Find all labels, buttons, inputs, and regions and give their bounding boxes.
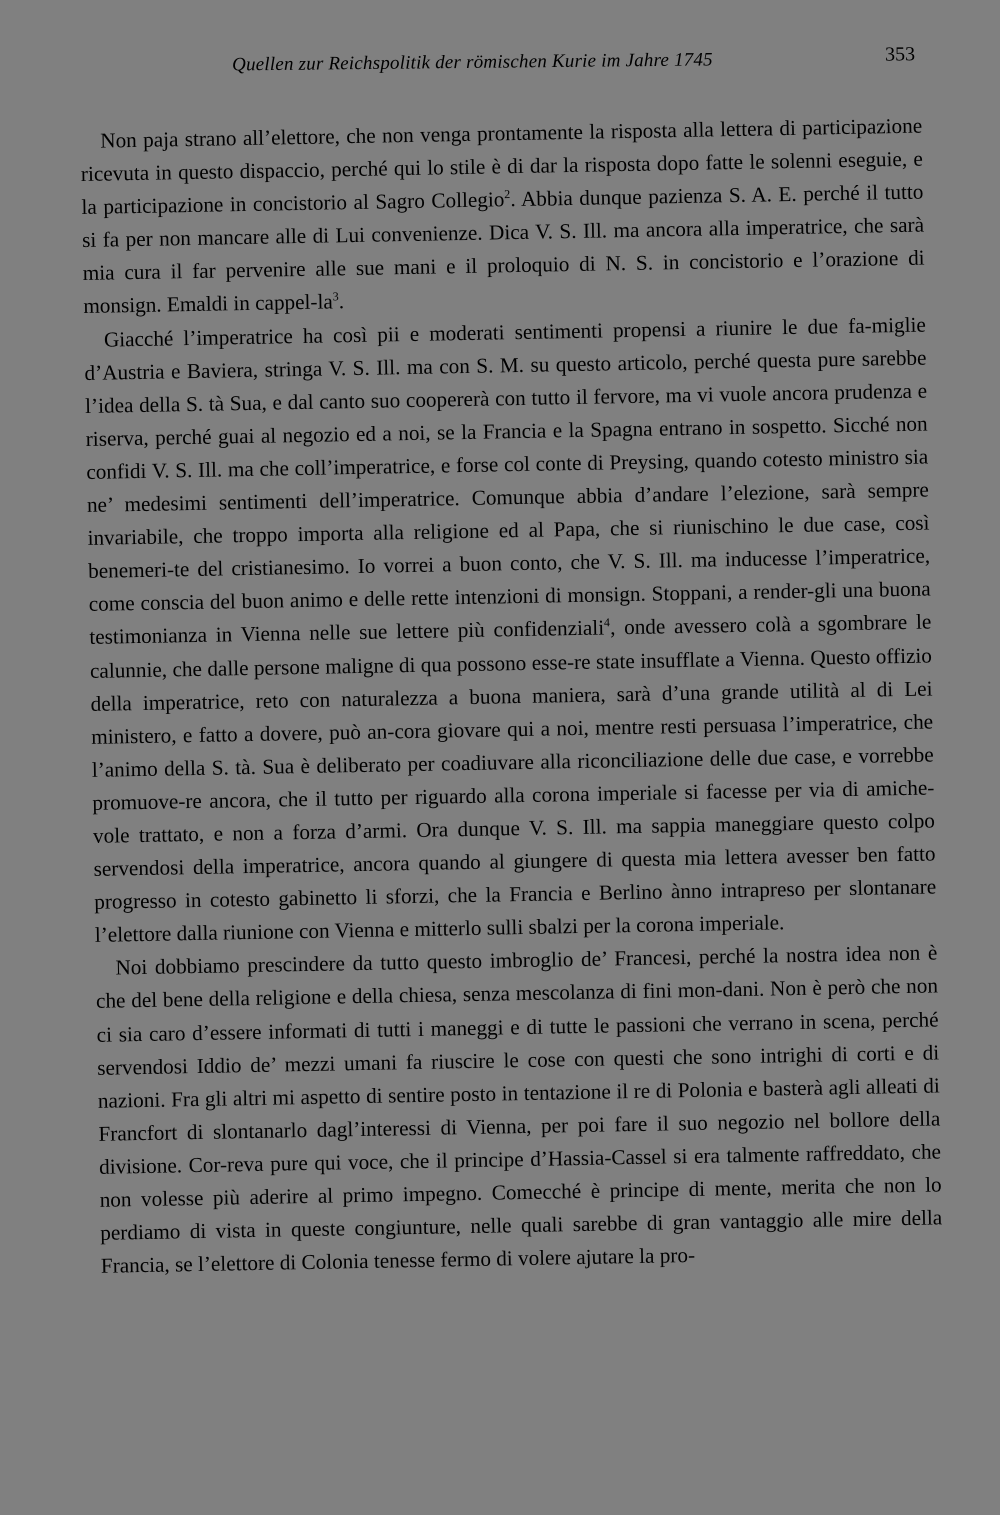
paragraph-text: . — [338, 289, 345, 314]
paragraph-text: Noi dobbiamo prescindere da tutto questo imbroglio de’ Francesi, perché la nostra idea non è che del bene della religione e della chiesa, senza mescolanza di fini mon-dani. Non è però che non ci sia caro d’essere informati di tutti i maneggi e di tutte le passioni che verrano in scena, perché servendosi Iddio de’ mezzi umani fa riuscire le cose con questi che sono intrighi di corti e di nazioni. Fra gli altri mi aspetto di sentire posto in tentazione il re di Polonia e basterà agli alleati di Francfort di slontanarlo dagl’interessi di Vienna, per poi fare il suo negozio nel bollore della divisione. Cor-reva pure qui voce, che il principe d’Hassia-Cassel si era talmente raffreddato, che non volesse più aderire al primo impegno. Comecché è principe di mente, merita che non lo perdiamo di vista in queste congiunture, nelle quali sarebbe di gran vantaggio alle mire della Francia, se l’elettore di Colonia tenesse fermo di volere ajutare la pro- — [95, 940, 943, 1278]
paragraph — [80, 110, 925, 324]
paragraph — [95, 937, 943, 1283]
footnote-marker: 3 — [332, 289, 339, 304]
paragraph-text: . Abbia dunque pazienza S. A. E. perché il tutto si fa per non mancare alle di Lui convenienze. Dica V. S. Ill. ma ancora alla imperatrice, che sarà mia cura il far pervenire alle sue mani e il proloquio di N. S. in concistorio e l’orazione di monsign. Emaldi in cappel-la — [81, 179, 925, 319]
running-head-title: Quellen zur Reichspolitik der römischen Kurie im Jahre 1745 — [231, 49, 713, 76]
paragraph — [84, 308, 937, 952]
paragraph-text: Non paja strano all’elettore, che non venga prontamente la risposta alla lettera di participazione ricevuta in questo dispaccio, perché qui lo stile è di dar la risposta dopo fatte le solenni eseguie, e la participazione in concistorio al Sagro Collegio — [80, 113, 923, 220]
body-text — [80, 110, 943, 1284]
running-head — [80, 43, 916, 86]
footnote-marker: 4 — [603, 615, 611, 630]
footnote-marker: 2 — [504, 187, 511, 202]
page-number: 353 — [884, 43, 916, 66]
paragraph-text: , onde avessero colà a sgombrare le calunnie, che dalle persone maligne di qua possono esse-re state insufflate a Vienna. Questo offizio della imperatrice, reto con naturalezza a buona maniera, sarà d’una grande utilità al di Lei ministero, e fatto a dovere, può an-cora giovare qui a noi, mentre resti persuasa l’imperatrice, che l’animo della S. tà. Sua è deliberato per coadiuvare alla riconciliazione delle due case, e vorrebbe promuove-re ancora, che il tutto per riguardo alla corona imperiale si facesse per via di amiche-vole trattato, e non a forza d’armi. Ora dunque V. S. Ill. ma sappia maneggiare questo colpo servendosi della imperatrice, ancora quando al giungere di questa mia lettera avesser ben fatto progresso in cotesto gabinetto li sforzi, che la Francia e Berlino ànno intrapreso per slontanare l’elettore dalla riunione con Vienna e mitterlo sulli sbalzi per la corona imperiale. — [89, 609, 937, 948]
paragraph-text: Giacché l’imperatrice ha così pii e moderati sentimenti propensi a riunire le due fa-miglie d’Austria e Baviera, stringa V. S. Ill. ma con S. M. su questo articolo, perché questa pure sarebbe l’idea della S. tà Sua, e dal canto suo coopererà con tutto il fervore, ma vi vuole ancora prudenza e riserva, perché guai al negozio ed a noi, se la Francia e la Spagna entrano in sospetto. Sicché non confidi V. S. Ill. ma che coll’imperatrice, e forse col conte di Preysing, quando cotesto ministro sia ne’ medesimi sentimenti dell’imperatrice. Comunque abbia d’andare l’elezione, sarà sempre invariabile, che troppo importa alla religione ed al Papa, che si riunischino le due case, così benemeri-te del cristianesimo. Io vorrei a buon conto, che V. S. Ill. ma inducesse l’imperatrice, come conscia del buon animo e delle rette intenzioni di monsign. Stoppani, a render-gli una buona testimonianza in Vienna nelle sue lettere più confidenziali — [84, 312, 931, 650]
